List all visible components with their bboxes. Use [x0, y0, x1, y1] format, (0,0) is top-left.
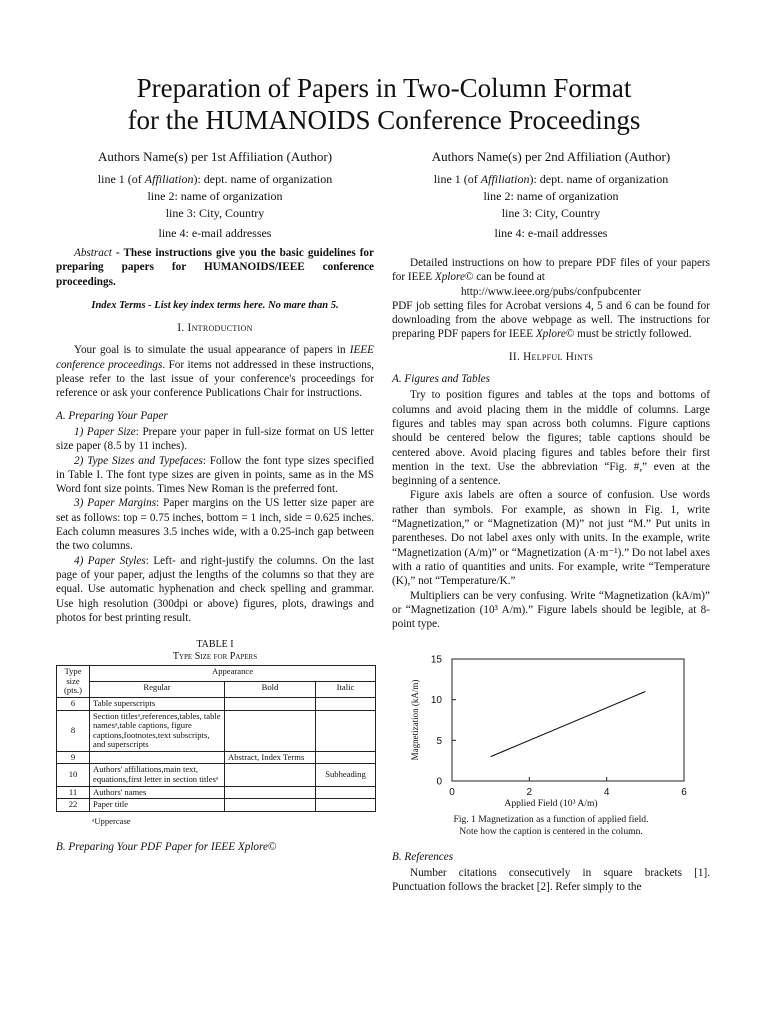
- table-caption: [56, 639, 374, 663]
- section-title-hints: II. Helpful Hints: [508, 350, 594, 363]
- title-line-1: Preparation of Papers in Two-Column Format: [136, 73, 632, 103]
- y-tick-label: 15: [430, 654, 442, 666]
- author-block-2: [392, 148, 710, 242]
- references-paragraph: Number citations consecutively in square brackets [1]. Punctuation follows the bracket [2]. Refer simply to the: [392, 867, 710, 894]
- pdf-instructions-paragraph: Detailed instructions on how to prepare PDF files of your papers for IEEE Xplore© can be found at: [392, 257, 710, 284]
- table-row: 11 Authors' names: [57, 786, 376, 799]
- subsection-title-pdf: B. Preparing Your PDF Paper for IEEE Xplore©: [56, 841, 277, 854]
- figures-paragraph-2: Figure axis labels are often a source of confusion. Use words rather than symbols. For example, as shown in Fig. 1, write “Magnetization,” or “Magnetization (M)” not just “M.” Put units in parentheses. Do not label axes only with units. In the example, write “Magnetization (A/m)” or “Magnetization (A·m⁻¹).” Do not label axes with a ratio of quantities and units. For example, write “Temperature (K),” not “Temperature/K.”: [392, 489, 710, 588]
- table-header-type: Type size (pts.): [57, 666, 90, 698]
- section-title-introduction: I. Introduction: [177, 322, 253, 335]
- paragraph-paper-margins: 3) Paper Margins: Paper margins on the US letter size paper are set as follows: top = 0.75 inches, bottom = 1 inch, side = 0.625 inches. Each column measures 3.5 inches wide, with a 0.25-inch gap between the two columns.: [56, 497, 374, 553]
- table-footnote: ᵃUppercase: [92, 815, 131, 826]
- x-tick-label: 4: [603, 787, 610, 799]
- table-title: Type Size for Papers: [172, 651, 258, 663]
- table-header-regular: Regular: [90, 682, 225, 698]
- plot-frame: [452, 659, 684, 781]
- paragraph-paper-size: 1) Paper Size: Prepare your paper in full-size format on US letter size paper (8.5 by 11 inches).: [56, 425, 374, 453]
- affiliation-line-2: line 2: name of organization: [483, 189, 619, 203]
- y-tick-label: 10: [430, 695, 442, 707]
- abstract: Abstract - These instructions give you the basic guidelines for preparing papers for HUMANOIDS/IEEE conference proceedings.: [56, 247, 374, 288]
- subsection-title-preparing: A. Preparing Your Paper: [56, 409, 168, 422]
- paragraph-type-sizes: 2) Type Sizes and Typefaces: Follow the font type sizes specified in Table I. The font type sizes are given in points, same as in the MS Word font size points. Times New Roman is the preferred font.: [56, 454, 375, 496]
- subsection-title-figures: A. Figures and Tables: [392, 373, 490, 386]
- table-row: 22 Paper title: [57, 799, 376, 812]
- table-row: 6 Table superscripts: [57, 697, 376, 710]
- intro-paragraph: Your goal is to simulate the usual appearance of papers in IEEE conference proceedings. For items not addressed in these instructions, please refer to the last issue of your conference's proceedings for reference or ask your conference Publications Chair for instructions.: [56, 344, 375, 400]
- x-tick-label: 0: [449, 787, 455, 799]
- figures-paragraph-3: Multipliers can be very confusing. Write “Magnetization (kA/m)” or “Magnetization (10³ A/m).” Figure labels should be legible, at 8-point type.: [392, 589, 710, 631]
- x-tick-label: 2: [526, 787, 533, 799]
- series-line: [491, 692, 646, 757]
- affiliation-line-3: line 3: City, Country: [501, 206, 601, 220]
- y-axis-label: Magnetization (kA/m): [410, 680, 420, 761]
- chart-svg: [392, 641, 710, 801]
- magnetization-chart: [392, 641, 710, 801]
- table-header-bold: Bold: [225, 682, 316, 698]
- right-column: [392, 256, 710, 895]
- table-header-italic: Italic: [316, 682, 376, 698]
- ieee-url: http://www.ieee.org/pubs/confpubcenter: [461, 285, 641, 298]
- author-name: Authors Name(s) per 1st Affiliation (Author): [97, 149, 333, 164]
- y-tick-label: 0: [436, 776, 442, 788]
- table-header-appearance: Appearance: [90, 666, 376, 682]
- index-terms: Index Terms - List key index terms here. No mare than 5.: [91, 299, 339, 311]
- author-name: Authors Name(s) per 2nd Affiliation (Author): [431, 149, 671, 164]
- subsection-title-references: B. References: [392, 850, 454, 863]
- paper-title: [0, 72, 768, 136]
- pdf-settings-paragraph: PDF job setting files for Acrobat versions 4, 5 and 6 can be found for downloading from the above webpage as well. The instructions for preparing PDF papers for IEEE Xplore© must be strictly followed.: [392, 299, 710, 341]
- type-size-table: [56, 665, 376, 812]
- figures-paragraph-1: Try to position figures and tables at the tops and bottoms of columns and avoid placing them in the middle of columns. Large figures and tables may span across both columns. Figure captions should be centered below the figures; table captions should be centered above. Avoid placing figures and tables before their first mention in the text. Use the abbreviation “Fig. #,” even at the beginning of a sentence.: [392, 389, 710, 488]
- affiliation-line-1: line 1 (of Affiliation): dept. name of organization: [433, 172, 669, 186]
- x-axis-label: Applied Field (10³ A/m): [504, 798, 598, 810]
- left-column: [56, 246, 374, 856]
- author-block-1: [56, 148, 374, 242]
- affiliation-line-1: line 1 (of Affiliation): dept. name of organization: [97, 172, 333, 186]
- table-label: TABLE I: [196, 639, 234, 651]
- y-tick-label: 5: [436, 736, 442, 748]
- x-tick-label: 6: [681, 787, 687, 799]
- affiliation-line-4: line 4: e-mail addresses: [494, 226, 608, 240]
- affiliation-line-2: line 2: name of organization: [147, 189, 283, 203]
- paragraph-paper-styles: 4) Paper Styles: Left- and right-justify the columns. On the last page of your paper, adjust the lengths of the columns so that they are equal. Use automatic hyphenation and check spelling and grammar. Use high resolution (300dpi or above) figures, plots, drawings and photos for best printing result.: [56, 554, 374, 624]
- table-row: 10 Authors' affiliations,main text, equations,first letter in section titlesᵃ Subheading: [57, 764, 376, 786]
- figure-caption: Fig. 1 Magnetization as a function of applied field. Note how the caption is centered in the column.: [453, 813, 649, 837]
- affiliation-line-4: line 4: e-mail addresses: [158, 226, 272, 240]
- table-row: 8 Section titlesᵃ,references,tables, table namesᵃ,table captions, figure captions,footnotes,text subscripts, and superscripts: [57, 710, 376, 751]
- title-line-2: for the HUMANOIDS Conference Proceedings: [127, 105, 641, 135]
- table-row: 9 Abstract, Index Terms: [57, 751, 376, 764]
- affiliation-line-3: line 3: City, Country: [165, 206, 265, 220]
